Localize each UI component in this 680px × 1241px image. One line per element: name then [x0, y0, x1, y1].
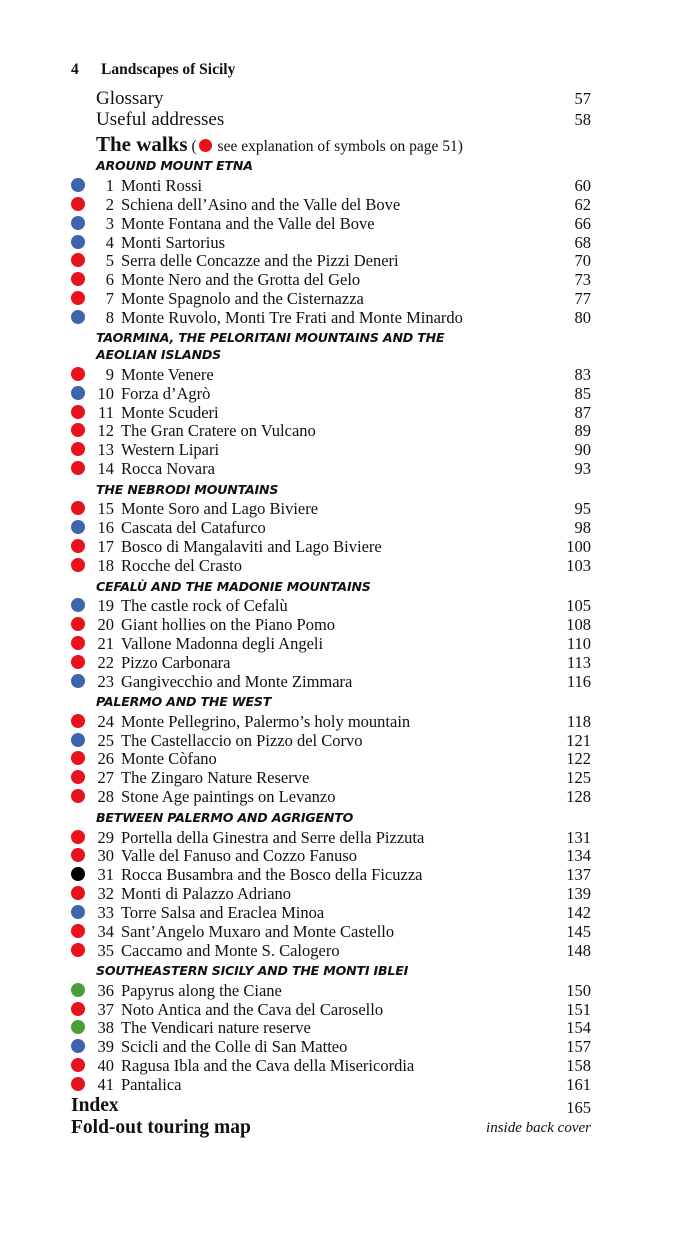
- walk-number: 1: [105, 176, 114, 195]
- walk-number: 31: [97, 865, 114, 884]
- walk-entry[interactable]: [0, 846, 680, 865]
- walk-page: 139: [566, 884, 591, 903]
- walk-entry[interactable]: [0, 403, 680, 422]
- walk-entry[interactable]: [0, 922, 680, 941]
- walk-page: 157: [566, 1037, 591, 1056]
- walk-entry[interactable]: [0, 903, 680, 922]
- walks-heading-note: see explanation of symbols on page 51): [217, 138, 463, 155]
- red-dot-icon: [71, 405, 85, 419]
- walk-page: 70: [574, 251, 591, 270]
- section-heading: THE NEBRODI MOUNTAINS: [96, 482, 279, 497]
- red-dot-icon: [71, 770, 85, 784]
- walk-title: Rocca Busambra and the Bosco della Ficuzza: [121, 865, 423, 884]
- walk-entry[interactable]: [0, 653, 680, 672]
- walk-title: Gangivecchio and Monte Zimmara: [121, 672, 353, 691]
- walk-number: 27: [97, 768, 114, 787]
- red-dot-icon: [71, 539, 85, 553]
- walk-page: 62: [574, 195, 591, 214]
- walk-page: 131: [566, 828, 591, 847]
- walk-title: Rocca Novara: [121, 459, 215, 478]
- walk-number: 33: [97, 903, 114, 922]
- red-dot-icon: [71, 655, 85, 669]
- walk-page: 125: [566, 768, 591, 787]
- walk-entry[interactable]: [0, 421, 680, 440]
- walk-number: 19: [97, 596, 114, 615]
- walk-page: 118: [566, 712, 591, 731]
- red-dot-icon: [71, 272, 85, 286]
- walk-number: 17: [97, 537, 114, 556]
- walk-entry[interactable]: [0, 941, 680, 960]
- walk-title: Serra delle Concazze and the Pizzi Deneri: [121, 251, 399, 270]
- section-heading: CEFALÙ AND THE MADONIE MOUNTAINS: [96, 579, 371, 594]
- toc-entry-page: 58: [574, 110, 591, 129]
- walk-number: 6: [105, 270, 114, 289]
- walk-title: Monte Fontana and the Valle del Bove: [121, 214, 375, 233]
- walk-title: Monte Spagnolo and the Cisternazza: [121, 289, 364, 308]
- walk-page: 85: [574, 384, 591, 403]
- walk-entry[interactable]: [0, 865, 680, 884]
- walk-entry[interactable]: [0, 712, 680, 731]
- walk-title: Monte Scuderi: [121, 403, 219, 422]
- blue-dot-icon: [71, 905, 85, 919]
- walk-number: 7: [105, 289, 114, 308]
- walk-page: 90: [574, 440, 591, 459]
- walk-page: 87: [574, 403, 591, 422]
- walk-title: Western Lipari: [121, 440, 220, 459]
- walk-entry[interactable]: [0, 289, 680, 308]
- walk-number: 10: [97, 384, 114, 403]
- walk-page: 105: [566, 596, 591, 615]
- walk-title: Monte Soro and Lago Biviere: [121, 499, 319, 518]
- red-dot-icon: [71, 1002, 85, 1016]
- walk-page: 134: [566, 846, 591, 865]
- walk-entry[interactable]: [0, 308, 680, 327]
- section-heading: PALERMO AND THE WEST: [96, 694, 272, 709]
- red-dot-icon: [71, 714, 85, 728]
- walk-page: 103: [566, 556, 591, 575]
- walk-entry[interactable]: [0, 214, 680, 233]
- walk-title: Monti Sartorius: [121, 233, 226, 252]
- walk-entry[interactable]: [0, 1018, 680, 1037]
- walk-title: Bosco di Mangalaviti and Lago Biviere: [121, 537, 382, 556]
- toc-entry-useful-addresses[interactable]: [0, 109, 680, 128]
- red-dot-icon: [71, 617, 85, 631]
- walk-entry[interactable]: [0, 176, 680, 195]
- walk-title: The Zingaro Nature Reserve: [121, 768, 310, 787]
- walk-title: Torre Salsa and Eraclea Minoa: [121, 903, 325, 922]
- walk-entry[interactable]: [0, 270, 680, 289]
- toc-entry-label: Glossary: [96, 88, 164, 109]
- walk-page: 89: [574, 421, 591, 440]
- red-dot-icon: [71, 943, 85, 957]
- walk-entry[interactable]: [0, 556, 680, 575]
- walk-number: 8: [105, 308, 114, 327]
- walk-number: 35: [97, 941, 114, 960]
- walk-number: 32: [97, 884, 114, 903]
- section-heading: AEOLIAN ISLANDS: [96, 347, 222, 362]
- walk-title: Monti Rossi: [121, 176, 203, 195]
- walk-entry[interactable]: [0, 596, 680, 615]
- walk-page: 66: [574, 214, 591, 233]
- blue-dot-icon: [71, 598, 85, 612]
- blue-dot-icon: [71, 733, 85, 747]
- walk-title: Stone Age paintings on Levanzo: [121, 787, 336, 806]
- walk-number: 38: [97, 1018, 114, 1037]
- toc-entry-page: inside back cover: [486, 1120, 591, 1136]
- red-dot-icon: [71, 442, 85, 456]
- walk-entry[interactable]: [0, 1075, 680, 1094]
- walk-number: 39: [97, 1037, 114, 1056]
- walk-number: 30: [97, 846, 114, 865]
- walk-title: Portella della Ginestra and Serre della Pizzuta: [121, 828, 425, 847]
- walk-entry[interactable]: [0, 1056, 680, 1075]
- walk-title: The castle rock of Cefalù: [121, 596, 288, 615]
- red-dot-icon: [71, 367, 85, 381]
- walk-title: Monte Ruvolo, Monti Tre Frati and Monte Minardo: [121, 308, 463, 327]
- walk-title: Monti di Palazzo Adriano: [121, 884, 292, 903]
- walk-title: Giant hollies on the Piano Pomo: [121, 615, 336, 634]
- walk-page: 154: [566, 1018, 591, 1037]
- walk-page: 121: [566, 731, 591, 750]
- walk-title: Monte Venere: [121, 365, 214, 384]
- red-dot-icon: [71, 830, 85, 844]
- toc-entry-label: Fold-out touring map: [71, 1117, 251, 1138]
- walk-title: Monte Còfano: [121, 749, 217, 768]
- red-dot-icon: [71, 886, 85, 900]
- walk-title: Ragusa Ibla and the Cava della Misericordia: [121, 1056, 415, 1075]
- walk-page: 151: [566, 1000, 591, 1019]
- blue-dot-icon: [71, 310, 85, 324]
- walk-page: 122: [566, 749, 591, 768]
- walk-page: 73: [574, 270, 591, 289]
- walk-page: 148: [566, 941, 591, 960]
- walk-entry[interactable]: [0, 672, 680, 691]
- red-dot-icon: [71, 924, 85, 938]
- walk-page: 128: [566, 787, 591, 806]
- walk-title: Cascata del Catafurco: [121, 518, 266, 537]
- walk-title: Monte Nero and the Grotta del Gelo: [121, 270, 361, 289]
- blue-dot-icon: [71, 674, 85, 688]
- walk-number: 13: [97, 440, 114, 459]
- walk-number: 5: [105, 251, 114, 270]
- walk-entry[interactable]: [0, 384, 680, 403]
- walk-entry[interactable]: [0, 233, 680, 252]
- walk-page: 80: [574, 308, 591, 327]
- red-dot-icon: [71, 848, 85, 862]
- walk-page: 137: [566, 865, 591, 884]
- walks-heading: [96, 132, 463, 157]
- walk-entry[interactable]: [0, 537, 680, 556]
- walk-number: 23: [97, 672, 114, 691]
- toc-entry-index[interactable]: [71, 1095, 119, 1117]
- walk-title: Valle del Fanuso and Cozzo Fanuso: [121, 846, 358, 865]
- walk-entry[interactable]: [0, 981, 680, 1000]
- walk-title: Papyrus along the Ciane: [121, 981, 282, 1000]
- walk-title: Pantalica: [121, 1075, 182, 1094]
- walk-entry[interactable]: [0, 440, 680, 459]
- walk-number: 41: [97, 1075, 114, 1094]
- walk-entry[interactable]: [0, 251, 680, 270]
- red-dot-icon: [71, 1077, 85, 1091]
- walk-page: 110: [566, 634, 591, 653]
- walk-page: 77: [574, 289, 591, 308]
- walk-entry[interactable]: [0, 459, 680, 478]
- walk-title: Monte Pellegrino, Palermo’s holy mountain: [121, 712, 411, 731]
- walk-title: Forza d’Agrò: [121, 384, 211, 403]
- walk-number: 20: [97, 615, 114, 634]
- blue-dot-icon: [71, 178, 85, 192]
- walk-entry[interactable]: [0, 731, 680, 750]
- header-book-title: Landscapes of Sicily: [101, 61, 236, 78]
- blue-dot-icon: [71, 216, 85, 230]
- walk-number: 40: [97, 1056, 114, 1075]
- red-dot-icon: [71, 501, 85, 515]
- walk-entry[interactable]: [0, 884, 680, 903]
- walk-title: Caccamo and Monte S. Calogero: [121, 941, 340, 960]
- walk-number: 2: [105, 195, 114, 214]
- walk-number: 4: [105, 233, 114, 252]
- walk-entry[interactable]: [0, 634, 680, 653]
- red-dot-icon: [71, 751, 85, 765]
- red-dot-icon: [71, 253, 85, 267]
- walk-page: 68: [574, 233, 591, 252]
- walk-entry[interactable]: [0, 768, 680, 787]
- blue-dot-icon: [71, 386, 85, 400]
- walk-number: 15: [97, 499, 114, 518]
- red-dot-icon: [71, 1058, 85, 1072]
- red-dot-icon: [71, 558, 85, 572]
- walk-number: 36: [97, 981, 114, 1000]
- walk-number: 18: [97, 556, 114, 575]
- walk-number: 21: [97, 634, 114, 653]
- red-dot-icon: [71, 461, 85, 475]
- walk-entry[interactable]: [0, 828, 680, 847]
- section-heading: TAORMINA, THE PELORITANI MOUNTAINS AND THE: [96, 330, 445, 345]
- walk-page: 60: [574, 176, 591, 195]
- red-dot-icon: [71, 423, 85, 437]
- walk-number: 11: [98, 403, 114, 422]
- walk-page: 100: [566, 537, 591, 556]
- section-heading: BETWEEN PALERMO AND AGRIGENTO: [96, 810, 354, 825]
- walk-number: 16: [97, 518, 114, 537]
- toc-entry-page: 57: [574, 89, 591, 108]
- walk-page: 83: [574, 365, 591, 384]
- walk-title: The Castellaccio on Pizzo del Corvo: [121, 731, 363, 750]
- walk-number: 37: [97, 1000, 114, 1019]
- running-header: [71, 61, 235, 79]
- walk-page: 158: [566, 1056, 591, 1075]
- walk-page: 142: [566, 903, 591, 922]
- walk-page: 145: [566, 922, 591, 941]
- walk-entry[interactable]: [0, 499, 680, 518]
- walk-title: The Gran Cratere on Vulcano: [121, 421, 316, 440]
- walk-entry[interactable]: [0, 749, 680, 768]
- red-dot-icon: [71, 636, 85, 650]
- red-dot-icon: [71, 197, 85, 211]
- walk-entry[interactable]: [0, 787, 680, 806]
- walk-title: Noto Antica and the Cava del Carosello: [121, 1000, 384, 1019]
- blue-dot-icon: [71, 1039, 85, 1053]
- walk-page: 150: [566, 981, 591, 1000]
- walk-number: 28: [97, 787, 114, 806]
- walk-title: Scicli and the Colle di San Matteo: [121, 1037, 348, 1056]
- walks-heading-note-open: (: [191, 138, 197, 155]
- walk-page: 113: [566, 653, 591, 672]
- black-dot-icon: [71, 867, 85, 881]
- walk-page: 93: [574, 459, 591, 478]
- section-heading: SOUTHEASTERN SICILY AND THE MONTI IBLEI: [96, 963, 409, 978]
- walk-entry[interactable]: [0, 518, 680, 537]
- walk-number: 22: [97, 653, 114, 672]
- walk-entry[interactable]: [0, 1037, 680, 1056]
- walk-number: 24: [97, 712, 114, 731]
- walk-page: 98: [574, 518, 591, 537]
- red-dot-icon: [71, 291, 85, 305]
- blue-dot-icon: [71, 520, 85, 534]
- walk-page: 108: [566, 615, 591, 634]
- walk-page: 161: [566, 1075, 591, 1094]
- walk-entry[interactable]: [0, 615, 680, 634]
- walk-number: 3: [105, 214, 114, 233]
- walk-title: Rocche del Crasto: [121, 556, 242, 575]
- walk-number: 26: [97, 749, 114, 768]
- walk-title: Sant’Angelo Muxaro and Monte Castello: [121, 922, 395, 941]
- walk-number: 14: [97, 459, 114, 478]
- green-dot-icon: [71, 983, 85, 997]
- walk-number: 25: [97, 731, 114, 750]
- walk-number: 34: [97, 922, 114, 941]
- green-dot-icon: [71, 1020, 85, 1034]
- toc-entry-glossary[interactable]: [0, 88, 680, 107]
- walk-entry[interactable]: [0, 1000, 680, 1019]
- blue-dot-icon: [71, 235, 85, 249]
- walk-number: 9: [105, 365, 114, 384]
- walk-number: 12: [97, 421, 114, 440]
- toc-entry-label: Index: [71, 1095, 119, 1116]
- walk-title: Schiena dell’Asino and the Valle del Bove: [121, 195, 401, 214]
- walk-title: Pizzo Carbonara: [121, 653, 231, 672]
- walk-number: 29: [97, 828, 114, 847]
- walk-title: The Vendicari nature reserve: [121, 1018, 311, 1037]
- section-heading: AROUND MOUNT ETNA: [96, 158, 253, 173]
- header-page-number: 4: [71, 61, 79, 78]
- red-dot-icon: [71, 789, 85, 803]
- walks-heading-title: The walks: [96, 132, 188, 156]
- walk-page: 95: [574, 499, 591, 518]
- walk-entry[interactable]: [0, 365, 680, 384]
- toc-entry-fold-out-map[interactable]: [71, 1117, 251, 1139]
- toc-entry-label: Useful addresses: [96, 109, 225, 130]
- red-dot-icon: [199, 139, 212, 152]
- toc-entry-page: 165: [566, 1098, 591, 1117]
- walk-entry[interactable]: [0, 195, 680, 214]
- walk-page: 116: [566, 672, 591, 691]
- walk-title: Vallone Madonna degli Angeli: [121, 634, 324, 653]
